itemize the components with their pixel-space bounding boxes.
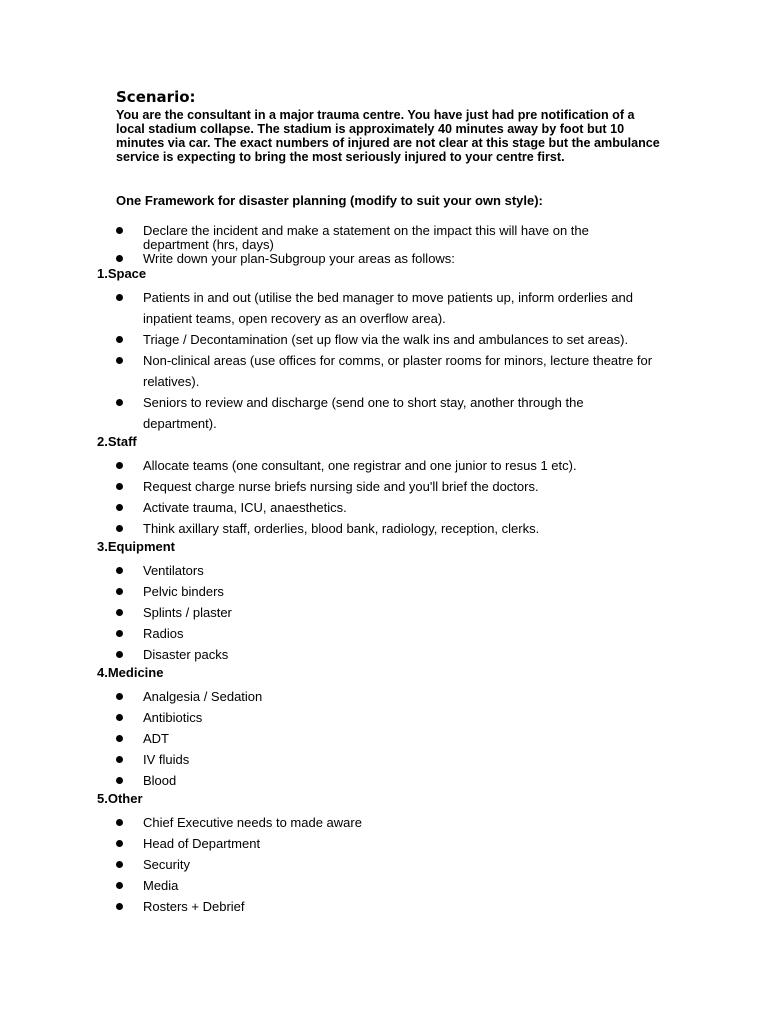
- list-item: [0, 224, 643, 252]
- section-heading: 3.Equipment: [97, 539, 176, 554]
- bullet-icon: [116, 609, 123, 616]
- list-item-text: Analgesia / Sedation: [143, 689, 263, 704]
- bullet-icon: [116, 714, 123, 721]
- list-item-text: Blood: [143, 773, 177, 788]
- list-item: [0, 392, 653, 434]
- list-item: [0, 476, 653, 497]
- bullet-icon: [116, 777, 123, 784]
- bullet-icon: [116, 462, 123, 469]
- bullet-icon: [116, 525, 123, 532]
- list-item-text: Allocate teams (one consultant, one registrar and one junior to resus 1 etc).: [143, 458, 577, 473]
- bullet-icon: [116, 693, 123, 700]
- list-item-text: Seniors to review and discharge (send one to short stay, another through the department).: [143, 395, 584, 431]
- list-item: [0, 875, 653, 896]
- list-item-text: Patients in and out (utilise the bed manager to move patients up, inform orderlies and inpatient teams, open recovery as an overflow area).: [143, 290, 633, 326]
- list-item: [0, 854, 653, 875]
- list-item-text: Media: [143, 878, 179, 893]
- scenario-body: You are the consultant in a major trauma centre. You have just had pre notification of a local stadium collapse. The stadium is approximately 40 minutes away by foot but 10 minutes via car. The exact numbers of injured are not clear at this stage but the ambulance service is expecting to bring the most seriously injured to your centre first.: [116, 108, 660, 164]
- intro-list: [0, 224, 768, 266]
- bullet-icon: [116, 651, 123, 658]
- section-list: [0, 560, 768, 665]
- list-item: [0, 707, 653, 728]
- list-item: [0, 350, 653, 392]
- list-item: [0, 686, 653, 707]
- list-item-text: Ventilators: [143, 563, 204, 578]
- list-item-text: Think axillary staff, orderlies, blood bank, radiology, reception, clerks.: [143, 521, 540, 536]
- bullet-icon: [116, 735, 123, 742]
- list-item-text: Activate trauma, ICU, anaesthetics.: [143, 500, 347, 515]
- list-item-text: Non-clinical areas (use offices for comms, or plaster rooms for minors, lecture theatre for relatives).: [143, 353, 653, 389]
- list-item: [0, 252, 643, 266]
- list-item-text: Chief Executive needs to made aware: [143, 815, 362, 830]
- bullet-icon: [116, 255, 123, 262]
- list-item: [0, 602, 653, 623]
- list-item-text: Write down your plan-Subgroup your areas as follows:: [143, 251, 455, 266]
- section-list: [0, 812, 768, 917]
- section-list: [0, 686, 768, 791]
- list-item: [0, 497, 653, 518]
- list-item-text: Radios: [143, 626, 184, 641]
- bullet-icon: [116, 861, 123, 868]
- bullet-icon: [116, 756, 123, 763]
- bullet-icon: [116, 630, 123, 637]
- bullet-icon: [116, 483, 123, 490]
- list-item-text: Declare the incident and make a statement on the impact this will have on the department (hrs, days): [143, 223, 589, 252]
- section-heading: 2.Staff: [97, 434, 137, 449]
- list-item-text: Disaster packs: [143, 647, 229, 662]
- sections-container: [0, 266, 768, 917]
- list-item-text: Rosters + Debrief: [143, 899, 245, 914]
- list-item: [0, 896, 653, 917]
- list-item: [0, 728, 653, 749]
- section-list: [0, 455, 768, 539]
- section-heading: 4.Medicine: [97, 665, 164, 680]
- bullet-icon: [116, 567, 123, 574]
- bullet-icon: [116, 819, 123, 826]
- section-list: [0, 287, 768, 434]
- bullet-icon: [116, 504, 123, 511]
- list-item: [0, 329, 653, 350]
- bullet-icon: [116, 294, 123, 301]
- section-heading: 5.Other: [97, 791, 143, 806]
- list-item: [0, 833, 653, 854]
- list-item: [0, 581, 653, 602]
- bullet-icon: [116, 357, 123, 364]
- scenario-heading: Scenario:: [116, 88, 196, 106]
- bullet-icon: [116, 399, 123, 406]
- section-heading: 1.Space: [97, 266, 147, 281]
- list-item-text: Splints / plaster: [143, 605, 232, 620]
- list-item: [0, 770, 653, 791]
- list-item: [0, 518, 653, 539]
- framework-title: One Framework for disaster planning (modify to suit your own style):: [116, 193, 543, 208]
- list-item: [0, 455, 653, 476]
- bullet-icon: [116, 903, 123, 910]
- list-item-text: Security: [143, 857, 190, 872]
- list-item-text: Head of Department: [143, 836, 261, 851]
- list-item-text: ADT: [143, 731, 169, 746]
- list-item: [0, 749, 653, 770]
- bullet-icon: [116, 588, 123, 595]
- list-item: [0, 560, 653, 581]
- bullet-icon: [116, 227, 123, 234]
- list-item-text: Request charge nurse briefs nursing side and you'll brief the doctors.: [143, 479, 539, 494]
- list-item-text: Triage / Decontamination (set up flow via the walk ins and ambulances to set areas).: [143, 332, 629, 347]
- bullet-icon: [116, 840, 123, 847]
- list-item-text: Antibiotics: [143, 710, 203, 725]
- list-item-text: Pelvic binders: [143, 584, 224, 599]
- bullet-icon: [116, 336, 123, 343]
- list-item: [0, 623, 653, 644]
- list-item: [0, 644, 653, 665]
- bullet-icon: [116, 882, 123, 889]
- list-item-text: IV fluids: [143, 752, 190, 767]
- list-item: [0, 287, 653, 329]
- list-item: [0, 812, 653, 833]
